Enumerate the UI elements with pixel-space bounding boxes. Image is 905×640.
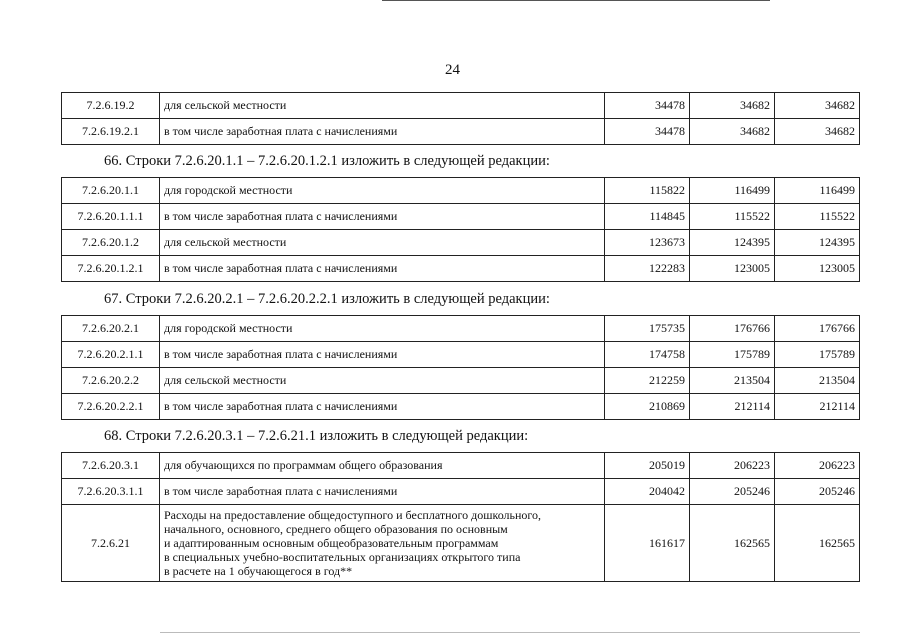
description-line: в специальных учебно-воспитательных организациях открытого типа bbox=[164, 550, 521, 564]
row-code: 7.2.6.20.1.1.1 bbox=[62, 204, 160, 230]
row-code: 7.2.6.20.2.2.1 bbox=[62, 394, 160, 420]
row-description: в том числе заработная плата с начислениями bbox=[160, 479, 605, 505]
row-value-2: 116499 bbox=[690, 178, 775, 204]
row-description: в том числе заработная плата с начислениями bbox=[160, 342, 605, 368]
description-line: в расчете на 1 обучающегося в год** bbox=[164, 564, 353, 578]
row-value-2: 34682 bbox=[690, 119, 775, 145]
row-code: 7.2.6.20.2.1.1 bbox=[62, 342, 160, 368]
description-line: и адаптированным основным общеобразовательным программам bbox=[164, 536, 499, 550]
row-value-1: 210869 bbox=[605, 394, 690, 420]
row-code: 7.2.6.19.2.1 bbox=[62, 119, 160, 145]
row-code: 7.2.6.20.1.2 bbox=[62, 230, 160, 256]
table-continuation bbox=[61, 92, 860, 145]
row-value-3: 115522 bbox=[775, 204, 860, 230]
row-value-2: 176766 bbox=[690, 316, 775, 342]
table-section-67 bbox=[61, 315, 860, 420]
row-value-2: 34682 bbox=[690, 93, 775, 119]
row-description: для сельской местности bbox=[160, 368, 605, 394]
row-code: 7.2.6.20.3.1.1 bbox=[62, 479, 160, 505]
row-description: для обучающихся по программам общего образования bbox=[160, 453, 605, 479]
row-description: для городской местности bbox=[160, 316, 605, 342]
row-value-3: 34682 bbox=[775, 93, 860, 119]
row-value-2: 115522 bbox=[690, 204, 775, 230]
row-value-3: 34682 bbox=[775, 119, 860, 145]
row-code: 7.2.6.20.1.2.1 bbox=[62, 256, 160, 282]
row-value-3: 212114 bbox=[775, 394, 860, 420]
row-code: 7.2.6.20.2.2 bbox=[62, 368, 160, 394]
row-value-1: 161617 bbox=[605, 505, 690, 582]
row-value-1: 204042 bbox=[605, 479, 690, 505]
row-value-2: 175789 bbox=[690, 342, 775, 368]
row-value-2: 212114 bbox=[690, 394, 775, 420]
row-description: в том числе заработная плата с начислениями bbox=[160, 256, 605, 282]
table-row bbox=[62, 342, 860, 368]
top-rule bbox=[382, 0, 770, 1]
row-value-3: 206223 bbox=[775, 453, 860, 479]
row-value-3: 175789 bbox=[775, 342, 860, 368]
row-value-1: 115822 bbox=[605, 178, 690, 204]
row-value-1: 205019 bbox=[605, 453, 690, 479]
table-row bbox=[62, 479, 860, 505]
row-value-2: 124395 bbox=[690, 230, 775, 256]
table-row bbox=[62, 368, 860, 394]
row-value-2: 162565 bbox=[690, 505, 775, 582]
table-row bbox=[62, 453, 860, 479]
row-value-1: 212259 bbox=[605, 368, 690, 394]
row-code: 7.2.6.20.3.1 bbox=[62, 453, 160, 479]
description-line: Расходы на предоставление общедоступного и бесплатного дошкольного, bbox=[164, 508, 542, 522]
table-row bbox=[62, 93, 860, 119]
table-row bbox=[62, 230, 860, 256]
section-heading-67: 67. Строки 7.2.6.20.2.1 – 7.2.6.20.2.2.1 изложить в следующей редакции: bbox=[104, 291, 550, 307]
row-value-1: 34478 bbox=[605, 119, 690, 145]
bottom-rule bbox=[160, 632, 860, 633]
row-code: 7.2.6.21 bbox=[62, 505, 160, 582]
row-value-3: 124395 bbox=[775, 230, 860, 256]
row-description: для городской местности bbox=[160, 178, 605, 204]
row-value-2: 206223 bbox=[690, 453, 775, 479]
row-description bbox=[160, 505, 605, 582]
row-value-1: 123673 bbox=[605, 230, 690, 256]
row-value-3: 176766 bbox=[775, 316, 860, 342]
section-heading-66: 66. Строки 7.2.6.20.1.1 – 7.2.6.20.1.2.1 изложить в следующей редакции: bbox=[104, 153, 550, 169]
row-code: 7.2.6.20.1.1 bbox=[62, 178, 160, 204]
row-value-1: 174758 bbox=[605, 342, 690, 368]
row-value-2: 123005 bbox=[690, 256, 775, 282]
row-description: для сельской местности bbox=[160, 93, 605, 119]
row-description: в том числе заработная плата с начислениями bbox=[160, 394, 605, 420]
table-row bbox=[62, 178, 860, 204]
row-description: в том числе заработная плата с начислениями bbox=[160, 204, 605, 230]
table-row bbox=[62, 316, 860, 342]
row-code: 7.2.6.19.2 bbox=[62, 93, 160, 119]
row-description: для сельской местности bbox=[160, 230, 605, 256]
table-row bbox=[62, 505, 860, 582]
table-row bbox=[62, 256, 860, 282]
row-value-1: 122283 bbox=[605, 256, 690, 282]
row-value-3: 162565 bbox=[775, 505, 860, 582]
table-section-66 bbox=[61, 177, 860, 282]
description-line: начального, основного, среднего общего образования по основным bbox=[164, 522, 508, 536]
row-value-2: 205246 bbox=[690, 479, 775, 505]
table-row bbox=[62, 119, 860, 145]
row-description: в том числе заработная плата с начислениями bbox=[160, 119, 605, 145]
table-row bbox=[62, 394, 860, 420]
row-code: 7.2.6.20.2.1 bbox=[62, 316, 160, 342]
row-value-1: 34478 bbox=[605, 93, 690, 119]
table-row bbox=[62, 204, 860, 230]
row-value-1: 175735 bbox=[605, 316, 690, 342]
row-value-3: 205246 bbox=[775, 479, 860, 505]
section-heading-68: 68. Строки 7.2.6.20.3.1 – 7.2.6.21.1 изложить в следующей редакции: bbox=[104, 428, 529, 444]
page-number: 24 bbox=[445, 62, 460, 78]
table-section-68 bbox=[61, 452, 860, 582]
row-value-3: 116499 bbox=[775, 178, 860, 204]
row-value-2: 213504 bbox=[690, 368, 775, 394]
row-value-3: 123005 bbox=[775, 256, 860, 282]
row-value-1: 114845 bbox=[605, 204, 690, 230]
row-value-3: 213504 bbox=[775, 368, 860, 394]
